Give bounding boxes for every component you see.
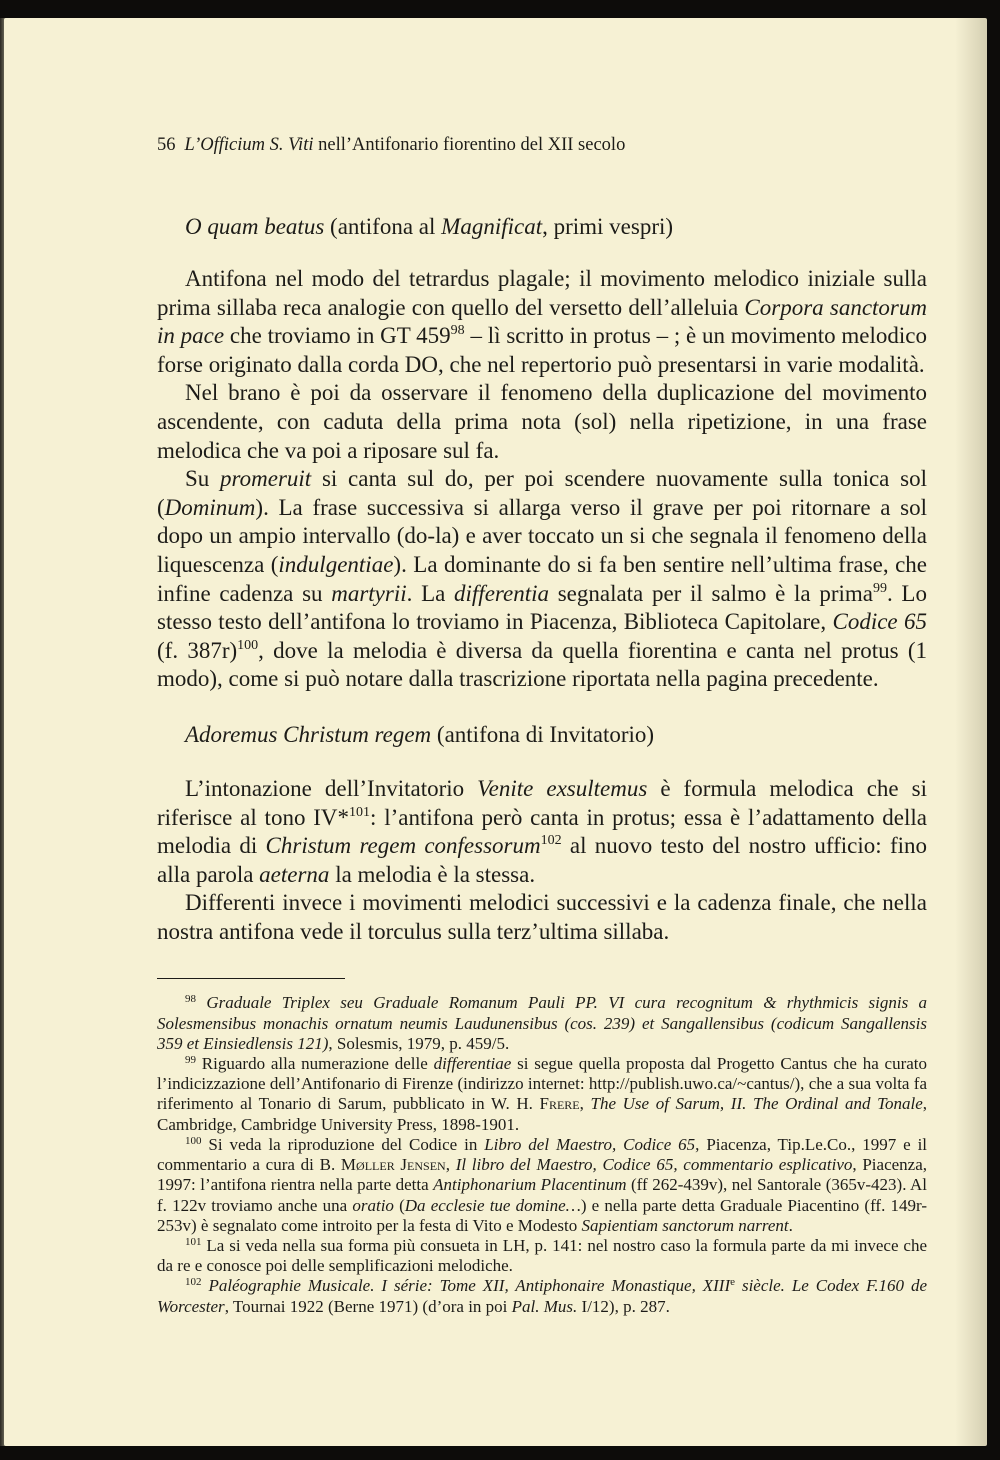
footnote-separator — [157, 978, 345, 979]
section-heading-adoremus: Adoremus Christum regem (antifona di Invitatorio) — [185, 721, 655, 747]
footnote-ref-99[interactable]: 99 — [872, 580, 887, 596]
footnote-102: $^{102}$ Paléographie Musicale. I série: Tome XII, Antiphonaire Monastique, XIIIe siècle. Le Codex F.160 de Worcester, Tournai 1922 (Berne 1971) (d’ora in poi Pal. Mus. I/12), p. 287. — [157, 1276, 928, 1316]
footnote-ref-100[interactable]: 100 — [237, 637, 259, 653]
page-edge-shadow — [955, 18, 987, 1446]
footnote-ref-101[interactable]: 101 — [349, 804, 371, 820]
footnotes — [157, 993, 927, 1316]
section-heading-o-quam-beatus: O quam beatus (antifona al Magnificat, primi vespri) — [185, 214, 674, 239]
paragraph: Nel brano è poi da osservare il fenomeno della duplicazione del movimento ascendente, con caduta della prima nota (sol) nella ripetizione, in una frase melodica che va poi a riposare sul fa. — [157, 380, 927, 463]
footnote-99: $^{99}$ Riguardo alla numerazione delle differentiae si segue quella proposta dal Progetto Cantus che ha curato l’indicizzazione dell’Antifonario di Firenze (indirizzo internet: http://publish.uwo.ca/~cantus/), che a sua volta fa riferimento al Tonario di Sarum, pubblicato in W. H. Frere, The Use of Sarum, II. The Ordinal and Tonale, Cambridge, Cambridge University Press, 1898-1901. — [157, 1054, 928, 1134]
book-page — [157, 133, 927, 1317]
paragraph: L’intonazione dell’Invitatorio Venite exsultemus è formula melodica che si riferisce al tono IV*$^{101}$: l’antifona però canta in protus; essa è l’adattamento della melodia di Christum regem confessorum$^{102}$ al nuovo testo del nostro ufficio: fino alla parola aeterna la melodia è la stessa. — [157, 775, 927, 887]
footnote-98: $^{98}$ Graduale Triplex seu Graduale Romanum Pauli PP. VI cura recognitum & rhythmicis signis a Solesmensibus monachis ornatum neumis Laudunensibus (cos. 239) et Sangallensibus (codicum Sangallensis 359 et Einsiedlensis 121), Solesmis, 1979, p. 459/5. — [157, 993, 927, 1053]
paragraph: Su promeruit si canta sul do, per poi scendere nuovamente sulla tonica sol (Dominum). La frase successiva si allarga verso il grave per poi ritornare a sol dopo un ampio intervallo (do-la) e aver toccato un si che segnala il fenomeno della liquescenza (indulgentiae). La dominante do si fa ben sentire nell’ultima frase, che infine cadenza su martyrii. La differentia segnalata per il salmo è la prima$^{99}$. Lo stesso testo dell’antifona lo troviamo in Piacenza, Biblioteca Capitolare, Codice 65 (f. 387r)$^{100}$, dove la melodia è diversa da quella fiorentina e canta nel protus (1 modo), come si può notare dalla trascrizione riportata nella pagina precedente. — [157, 466, 927, 692]
section-body-2 — [157, 775, 927, 947]
section-body-1 — [157, 265, 927, 694]
footnote-ref-98[interactable]: 98 — [450, 323, 465, 339]
footnote-ref-102[interactable]: 102 — [540, 833, 562, 849]
paragraph: Differenti invece i movimenti melodici successivi e la cadenza finale, che nella nostra antifona vede il torculus sulla terz’ultima sillaba. — [157, 890, 927, 944]
page-number: 56 — [157, 135, 176, 155]
running-header: 56 L’Officium S. Viti nell’Antifonario fiorentino del XII secolo — [157, 135, 626, 155]
footnote-100: $^{100}$ Si veda la riproduzione del Codice in Libro del Maestro, Codice 65, Piacenza, Tip.Le.Co., 1997 e il commentario a cura di B. Møller Jensen, Il libro del Maestro, Codice 65, commentario esplicativo, Piacenza, 1997: l’antifona rientra nella parte detta Antiphonarium Placentinum (ff 262-439v), nel Santorale (365v-423). Al f. 122v troviamo anche una oratio (Da ecclesie tue domine…) e nella parte detta Graduale Piacentino (ff. 149r-253v) è segnalato come introito per la festa di Vito e Modesto Sapientiam sanctorum narrent. — [157, 1134, 928, 1235]
footnote-101: $^{101}$ La si veda nella sua forma più consueta in LH, p. 141: nel nostro caso la formula parte da mi invece che da re e conosce poi delle semplificazioni melodiche. — [157, 1235, 928, 1276]
paragraph: Antifona nel modo del tetrardus plagale; il movimento melodico iniziale sulla prima sillaba reca analogie con quello del versetto dell’alleluia Corpora sanctorum in pace che troviamo in GT $459^{98}$ – lì scritto in protus – ; è un movimento melodico forse originato dalla corda DO, che nel repertorio può presentarsi in varie modalità. — [157, 266, 928, 377]
